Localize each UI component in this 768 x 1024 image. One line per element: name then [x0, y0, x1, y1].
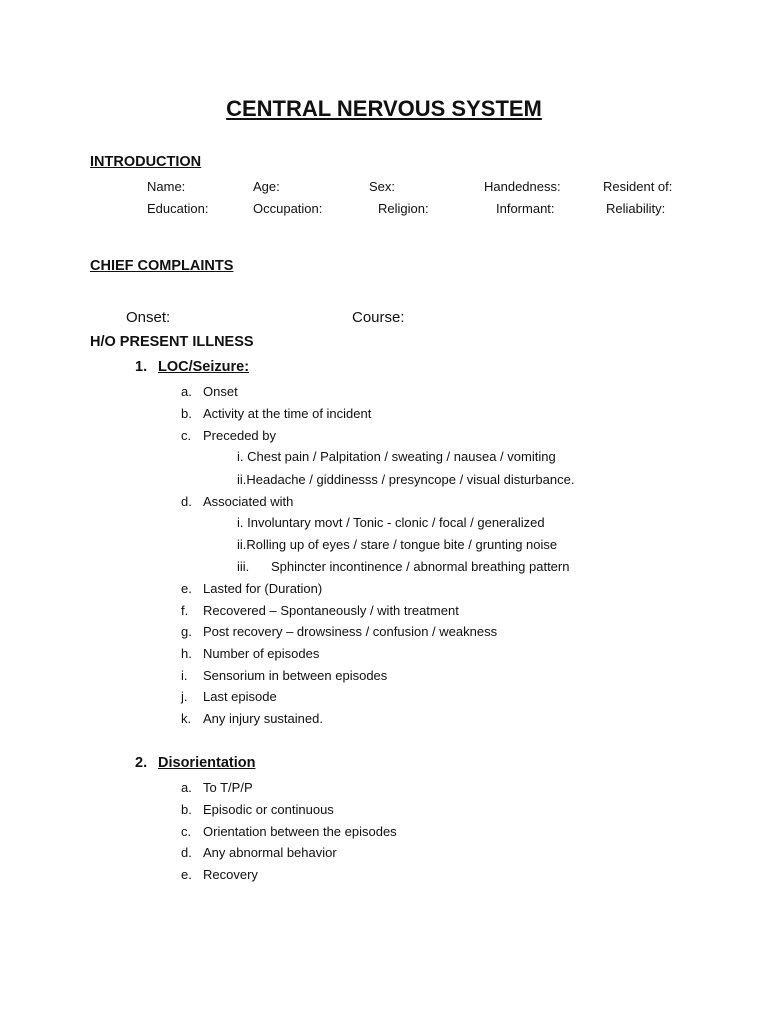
field-name-label: Name: [147, 179, 186, 194]
onset-label: Onset: [126, 309, 171, 326]
field-resident-label: Resident of: [603, 179, 673, 194]
field-education-label: Education: [147, 201, 209, 216]
course-label: Course: [352, 309, 405, 326]
introduction-heading: INTRODUCTION [90, 154, 202, 170]
field-handedness-label: Handedness: [484, 179, 561, 194]
chief-complaints-heading: CHIEF COMPLAINTS [90, 258, 234, 274]
section-title: LOC/Seizure: [158, 359, 250, 375]
section-number: 1. [135, 359, 148, 375]
document-page: CENTRAL NERVOUS SYSTEM INTRODUCTION Name: Age: Sex: Handedness: Resident of: Education: Occupation: Religion: Informant: Reliability: CHIEF COMPLAINTS Onset: Course: H/O PRESENT ILLNESS 1. LOC/Seizure: a. Onset b. Activity at the time of incident c. Preceded by i. Chest pain / Palpitation / sweating / nausea / vomiting ii.Headache / giddinesss / presyncope / visual disturbance. d. Associated with i. Involuntary movt / Tonic - clonic / focal / generalized ii.Rolling up of eyes / stare / tongue bite / grunting noise iii. Sphincter incontinence / abnormal breathing pattern e. Lasted for (Duration) f. Recovered – Spontaneously / with treatment g. Post recovery – drowsiness / confusion / weakness h. Number of episodes i. Sensorium in between episodes j. Last episode k. Any injury sustained. 2. Disorientation a. To T/P/P b. Episodic or continuous c. Orientation between the episodes d. Any abnormal behavior e. Recovery [0, 0, 768, 1024]
present-illness-heading: H/O PRESENT ILLNESS [90, 334, 254, 350]
sub-item: ii.Rolling up of eyes / stare / tongue bite / grunting noise [237, 537, 558, 552]
section-loc-seizure-heading [135, 359, 335, 379]
field-reliability-label: Reliability: [606, 201, 666, 216]
field-age-label: Age: [253, 179, 280, 194]
document-title: CENTRAL NERVOUS SYSTEM [226, 96, 542, 121]
section-disorientation-heading [135, 755, 335, 775]
sub-item: i. Chest pain / Palpitation / sweating / nausea / vomiting [237, 449, 556, 464]
sub-item: ii.Headache / giddinesss / presyncope / visual disturbance. [237, 472, 575, 487]
section-title: Disorientation [158, 755, 256, 771]
sub-item: i. Involuntary movt / Tonic - clonic / focal / generalized [237, 515, 545, 530]
sub-item-numeral: iii. [237, 559, 250, 574]
sub-item: Sphincter incontinence / abnormal breathing pattern [271, 559, 570, 574]
field-sex-label: Sex: [369, 179, 396, 194]
field-informant-label: Informant: [496, 201, 555, 216]
field-religion-label: Religion: [378, 201, 429, 216]
section-number: 2. [135, 755, 148, 771]
field-occupation-label: Occupation: [253, 201, 323, 216]
